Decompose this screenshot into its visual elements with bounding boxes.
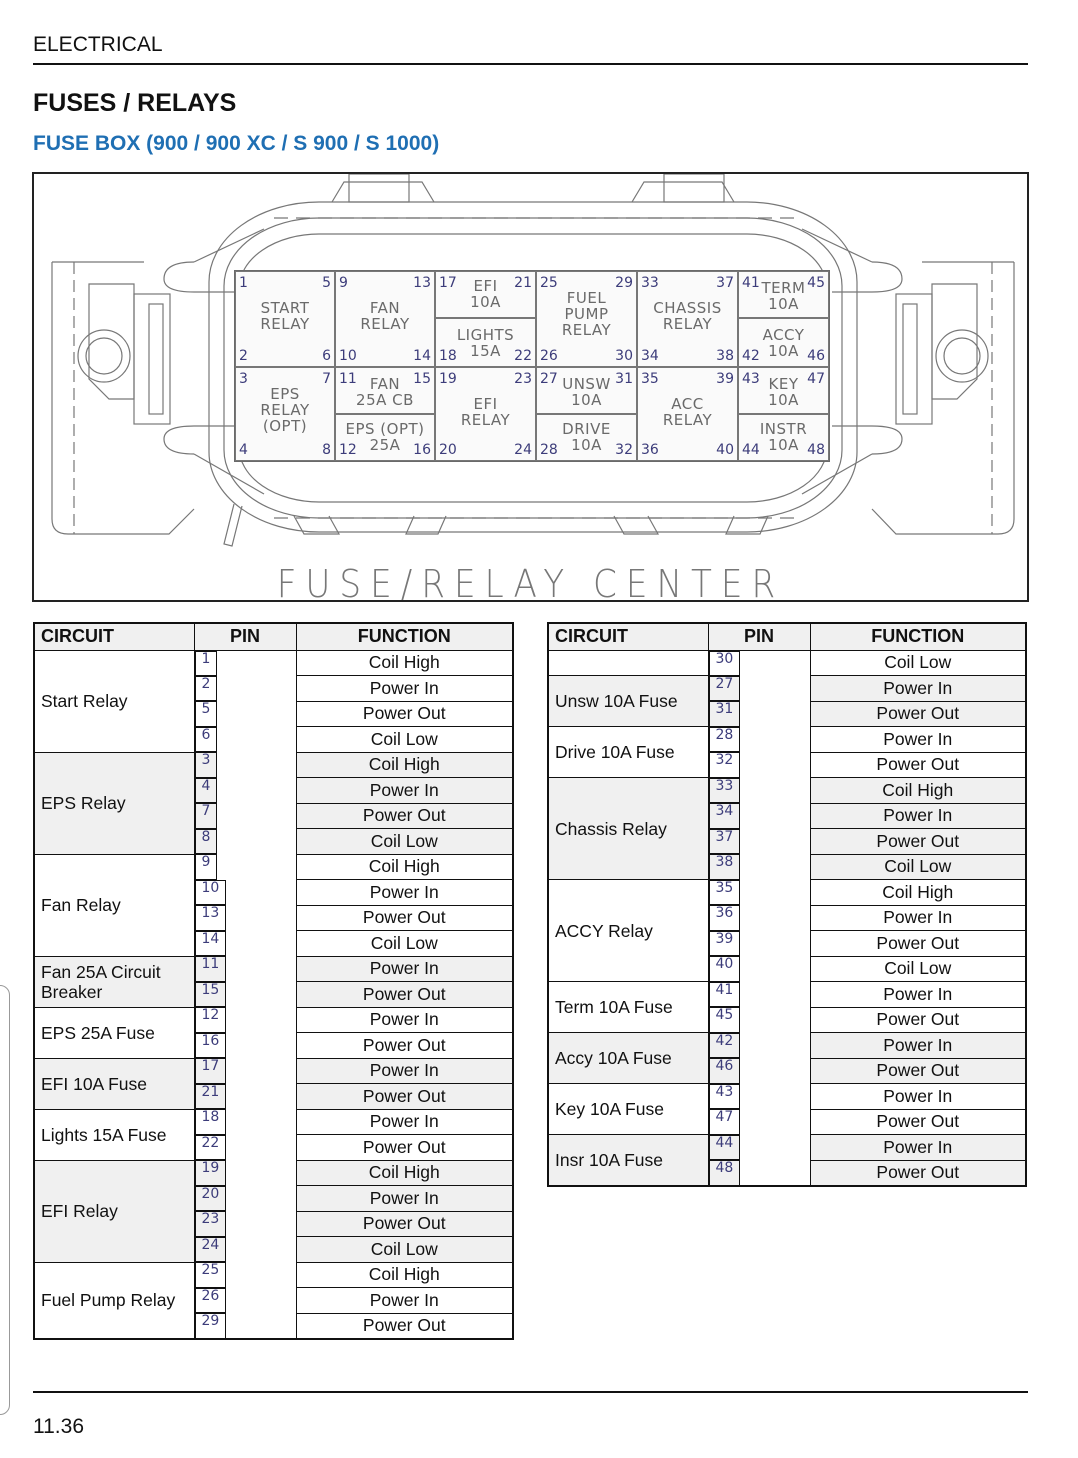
cell-label: 10A xyxy=(768,342,799,360)
function-cell: Power Out xyxy=(296,803,513,829)
pin-cell: 24 xyxy=(195,1237,227,1263)
function-cell: Coil Low xyxy=(296,829,513,855)
function-cell: Power In xyxy=(810,1033,1026,1059)
cell-label: LIGHTS xyxy=(456,326,515,344)
circuit-cell: Drive 10A Fuse xyxy=(548,727,708,778)
cell-start-relay xyxy=(235,271,335,367)
pin-cell: 22 xyxy=(195,1135,227,1161)
pin-number: 8 xyxy=(322,442,331,458)
pin-number: 40 xyxy=(716,442,734,458)
pin-number: 34 xyxy=(641,348,659,364)
pin-cell: 6 xyxy=(195,727,218,753)
cell-label: PUMP xyxy=(564,305,609,323)
pin-number: 17 xyxy=(439,275,457,291)
function-cell: Power In xyxy=(296,778,513,804)
circuit-cell: Lights 15A Fuse xyxy=(34,1109,194,1160)
function-cell: Coil Low xyxy=(296,931,513,957)
pin-number: 44 xyxy=(742,442,760,458)
cell-label: DRIVE xyxy=(562,420,611,438)
pin-number: 43 xyxy=(742,371,760,387)
table-row xyxy=(548,880,1026,906)
cell-label: (OPT) xyxy=(262,417,308,435)
page-number: 11.36 xyxy=(33,1415,84,1438)
pin-number: 39 xyxy=(716,371,734,387)
pin-number: 5 xyxy=(322,275,331,291)
cell-fan-relay xyxy=(335,271,435,367)
pin-number: 28 xyxy=(540,442,558,458)
cell-fuel-pump-relay xyxy=(536,271,637,367)
function-cell: Coil Low xyxy=(810,956,1026,982)
column-header-circuit: CIRCUIT xyxy=(548,623,708,650)
pin-cell: 36 xyxy=(709,905,741,931)
pin-cell: 41 xyxy=(709,982,741,1008)
pin-number: 35 xyxy=(641,371,659,387)
table-row xyxy=(34,752,513,778)
function-cell: Power In xyxy=(810,1135,1026,1161)
function-cell: Power In xyxy=(810,803,1026,829)
function-cell: Coil High xyxy=(296,1262,513,1288)
function-cell: Power In xyxy=(296,1288,513,1314)
pin-cell: 14 xyxy=(195,931,227,957)
cell-unsw-fuse xyxy=(536,367,637,414)
column-header-function: FUNCTION xyxy=(810,623,1026,650)
pin-cell: 10 xyxy=(195,880,227,906)
pin-number: 13 xyxy=(413,275,431,291)
pin-number: 48 xyxy=(807,442,825,458)
cell-label: FUEL xyxy=(566,289,607,307)
cell-label: UNSW xyxy=(562,375,611,393)
pin-cell: 12 xyxy=(195,1007,227,1033)
pin-cell: 17 xyxy=(195,1058,227,1084)
circuit-cell: EPS Relay xyxy=(34,752,194,854)
cell-eps-relay xyxy=(235,367,335,461)
function-cell: Power In xyxy=(810,676,1026,702)
cell-label: TERM xyxy=(761,279,806,297)
pin-number: 46 xyxy=(807,348,825,364)
fuse-relay-grid xyxy=(234,270,830,462)
pin-cell: 44 xyxy=(709,1135,741,1161)
cell-label: 10A xyxy=(470,293,501,311)
pin-cell: 8 xyxy=(195,829,218,855)
function-cell: Power In xyxy=(296,880,513,906)
pin-cell: 29 xyxy=(195,1313,227,1339)
pin-number: 42 xyxy=(742,348,760,364)
function-cell: Coil Low xyxy=(810,650,1026,676)
pin-number: 31 xyxy=(615,371,633,387)
pin-cell: 32 xyxy=(709,752,741,778)
function-cell: Power Out xyxy=(296,1135,513,1161)
table-row xyxy=(34,1109,513,1135)
pin-number: 21 xyxy=(514,275,532,291)
function-cell: Power In xyxy=(296,1186,513,1212)
cell-lights-fuse xyxy=(435,318,536,367)
function-cell: Power Out xyxy=(296,1033,513,1059)
table-row xyxy=(34,1007,513,1033)
function-cell: Coil High xyxy=(296,854,513,880)
circuit-cell: Fan Relay xyxy=(34,854,194,956)
page-edge-tab xyxy=(0,985,10,1415)
cell-fan-circuit-breaker xyxy=(335,367,435,414)
cell-key-fuse xyxy=(738,367,829,414)
pin-number: 24 xyxy=(514,442,532,458)
column-header-pin: PIN xyxy=(708,623,810,650)
function-cell: Power In xyxy=(296,1007,513,1033)
pin-number: 30 xyxy=(615,348,633,364)
cell-label: EFI xyxy=(473,395,498,413)
circuit-cell xyxy=(548,650,708,676)
cell-efi-relay xyxy=(435,367,536,461)
table-row xyxy=(548,1135,1026,1161)
function-cell: Power In xyxy=(810,1084,1026,1110)
circuit-cell: EFI 10A Fuse xyxy=(34,1058,194,1109)
cell-accy-fuse xyxy=(738,318,829,367)
cell-label: RELAY xyxy=(662,315,713,333)
pin-number: 27 xyxy=(540,371,558,387)
pin-number: 23 xyxy=(514,371,532,387)
cell-efi-fuse xyxy=(435,271,536,318)
cell-chassis-relay xyxy=(637,271,738,367)
table-header-row xyxy=(34,623,513,650)
function-cell: Power In xyxy=(810,727,1026,753)
cell-label: RELAY xyxy=(460,411,511,429)
pin-cell: 21 xyxy=(195,1084,227,1110)
circuit-cell: Chassis Relay xyxy=(548,778,708,880)
figure-caption: FUSE/RELAY CENTER xyxy=(276,562,785,602)
cell-label: 10A xyxy=(768,436,799,454)
pin-number: 3 xyxy=(239,371,248,387)
circuit-cell: Accy 10A Fuse xyxy=(548,1033,708,1084)
function-cell: Power Out xyxy=(810,1007,1026,1033)
pin-number: 9 xyxy=(339,275,348,291)
table-row xyxy=(34,650,513,676)
function-cell: Power Out xyxy=(810,1160,1026,1186)
pin-cell: 7 xyxy=(195,803,218,829)
pin-number: 16 xyxy=(413,442,431,458)
cell-label: CHASSIS xyxy=(653,299,722,317)
pin-number: 45 xyxy=(807,275,825,291)
function-cell: Power Out xyxy=(810,1058,1026,1084)
table-row xyxy=(548,727,1026,753)
pin-cell: 38 xyxy=(709,854,741,880)
pin-cell: 28 xyxy=(709,727,741,753)
pin-cell: 47 xyxy=(709,1109,741,1135)
pin-number: 6 xyxy=(322,348,331,364)
pin-cell: 9 xyxy=(195,854,218,880)
cell-label: EPS (OPT) xyxy=(345,420,425,438)
pin-cell: 25 xyxy=(195,1262,227,1288)
pin-cell: 37 xyxy=(709,829,741,855)
function-cell: Power Out xyxy=(296,1313,513,1339)
pin-number: 29 xyxy=(615,275,633,291)
pin-cell: 39 xyxy=(709,931,741,957)
pin-number: 36 xyxy=(641,442,659,458)
header-divider xyxy=(33,63,1028,65)
circuit-cell: Start Relay xyxy=(34,650,194,752)
table-row xyxy=(34,1160,513,1186)
cell-label: RELAY xyxy=(260,315,310,333)
cell-label: 10A xyxy=(768,391,799,409)
cell-label: 15A xyxy=(470,342,501,360)
fuse-relay-diagram xyxy=(32,172,1029,602)
cell-label: RELAY xyxy=(260,401,310,419)
cell-label: FAN xyxy=(369,299,401,317)
pin-cell: 35 xyxy=(709,880,741,906)
pin-number: 11 xyxy=(339,371,357,387)
cell-label: RELAY xyxy=(561,321,612,339)
pin-number: 12 xyxy=(339,442,357,458)
function-cell: Coil Low xyxy=(296,727,513,753)
pin-number: 18 xyxy=(439,348,457,364)
table-row xyxy=(34,854,513,880)
table-row xyxy=(34,1058,513,1084)
function-cell: Power Out xyxy=(810,752,1026,778)
pin-number: 32 xyxy=(615,442,633,458)
circuit-cell: Insr 10A Fuse xyxy=(548,1135,708,1186)
pin-cell: 46 xyxy=(709,1058,741,1084)
cell-label: INSTR xyxy=(759,420,808,438)
pin-number: 14 xyxy=(413,348,431,364)
cell-label: 10A xyxy=(571,436,602,454)
circuit-cell: Key 10A Fuse xyxy=(548,1084,708,1135)
table-row xyxy=(548,1033,1026,1059)
cell-label: RELAY xyxy=(360,315,410,333)
footer-divider xyxy=(33,1391,1028,1393)
function-cell: Coil High xyxy=(296,752,513,778)
table-row xyxy=(34,1262,513,1288)
pin-cell: 20 xyxy=(195,1186,227,1212)
pin-number: 4 xyxy=(239,442,248,458)
function-cell: Power Out xyxy=(296,701,513,727)
circuit-cell: ACCY Relay xyxy=(548,880,708,982)
function-cell: Coil High xyxy=(810,778,1026,804)
pin-number: 33 xyxy=(641,275,659,291)
function-cell: Coil High xyxy=(810,880,1026,906)
pin-number: 22 xyxy=(514,348,532,364)
pin-number: 15 xyxy=(413,371,431,387)
pin-cell: 2 xyxy=(195,676,218,702)
pin-cell: 26 xyxy=(195,1288,227,1314)
circuit-cell: EFI Relay xyxy=(34,1160,194,1262)
function-cell: Power Out xyxy=(810,701,1026,727)
cell-label: FAN xyxy=(369,375,401,393)
table-row xyxy=(548,778,1026,804)
table-row xyxy=(548,1084,1026,1110)
pin-number: 1 xyxy=(239,275,248,291)
pin-cell: 1 xyxy=(195,651,218,677)
circuit-cell: EPS 25A Fuse xyxy=(34,1007,194,1058)
pin-cell: 19 xyxy=(195,1160,227,1186)
pin-number: 2 xyxy=(239,348,248,364)
circuit-cell: Unsw 10A Fuse xyxy=(548,676,708,727)
table-header-row xyxy=(548,623,1026,650)
function-cell: Power Out xyxy=(296,905,513,931)
pin-number: 41 xyxy=(742,275,760,291)
pin-cell: 33 xyxy=(709,778,741,804)
cell-label: EPS xyxy=(270,385,300,403)
pin-cell: 48 xyxy=(709,1160,741,1186)
column-header-circuit: CIRCUIT xyxy=(34,623,194,650)
function-cell: Power In xyxy=(810,905,1026,931)
pin-cell: 30 xyxy=(709,651,741,677)
function-cell: Power Out xyxy=(296,1084,513,1110)
pin-cell: 31 xyxy=(709,701,741,727)
cell-label: 25A CB xyxy=(356,391,414,409)
function-cell: Power In xyxy=(296,1109,513,1135)
function-cell: Power In xyxy=(296,1058,513,1084)
function-cell: Power Out xyxy=(810,931,1026,957)
section-label: ELECTRICAL xyxy=(33,33,163,56)
pin-number: 7 xyxy=(322,371,331,387)
function-cell: Power Out xyxy=(296,1211,513,1237)
pin-cell: 15 xyxy=(195,982,227,1008)
function-cell: Power Out xyxy=(296,982,513,1008)
cell-label: ACC xyxy=(671,395,704,413)
pin-cell: 45 xyxy=(709,1007,741,1033)
circuit-cell: Fan 25A Circuit Breaker xyxy=(34,956,194,1007)
table-row xyxy=(548,650,1026,676)
pin-cell: 5 xyxy=(195,701,218,727)
cell-eps-fuse xyxy=(335,414,435,461)
circuit-cell: Term 10A Fuse xyxy=(548,982,708,1033)
pin-number: 25 xyxy=(540,275,558,291)
cell-label: ACCY xyxy=(762,326,805,344)
pin-number: 47 xyxy=(807,371,825,387)
column-header-function: FUNCTION xyxy=(296,623,513,650)
cell-label: 10A xyxy=(571,391,602,409)
cell-acc-relay xyxy=(637,367,738,461)
pin-cell: 13 xyxy=(195,905,227,931)
function-cell: Power In xyxy=(810,982,1026,1008)
pin-cell: 27 xyxy=(709,676,741,702)
function-cell: Coil Low xyxy=(296,1237,513,1263)
pin-table-right xyxy=(547,622,1027,1187)
pin-cell: 43 xyxy=(709,1084,741,1110)
pin-cell: 23 xyxy=(195,1211,227,1237)
cell-drive-fuse xyxy=(536,414,637,461)
cell-instr-fuse xyxy=(738,414,829,461)
function-cell: Power Out xyxy=(810,1109,1026,1135)
pin-cell: 42 xyxy=(709,1033,741,1059)
function-cell: Power Out xyxy=(810,829,1026,855)
cell-term-fuse xyxy=(738,271,829,318)
pin-cell: 11 xyxy=(195,956,227,982)
cell-label: KEY xyxy=(768,375,799,393)
pin-number: 37 xyxy=(716,275,734,291)
table-row xyxy=(548,676,1026,702)
pin-number: 26 xyxy=(540,348,558,364)
page-title: FUSES / RELAYS xyxy=(33,89,237,117)
pin-table-left xyxy=(33,622,514,1340)
function-cell: Coil Low xyxy=(810,854,1026,880)
function-cell: Power In xyxy=(296,956,513,982)
pin-cell: 3 xyxy=(195,752,218,778)
cell-label: 10A xyxy=(768,295,799,313)
cell-label: 25A xyxy=(369,436,401,454)
pin-cell: 18 xyxy=(195,1109,227,1135)
cell-label: START xyxy=(260,299,310,317)
pin-number: 19 xyxy=(439,371,457,387)
pin-cell: 4 xyxy=(195,778,218,804)
table-row xyxy=(548,982,1026,1008)
cell-label: EFI xyxy=(473,277,498,295)
pin-number: 38 xyxy=(716,348,734,364)
function-cell: Coil High xyxy=(296,650,513,676)
function-cell: Power In xyxy=(296,676,513,702)
fuse-box-subtitle: FUSE BOX (900 / 900 XC / S 900 / S 1000) xyxy=(33,132,440,155)
table-row xyxy=(34,956,513,982)
column-header-pin: PIN xyxy=(194,623,296,650)
cell-label: RELAY xyxy=(662,411,713,429)
function-cell: Coil High xyxy=(296,1160,513,1186)
pin-cell: 34 xyxy=(709,803,741,829)
pin-cell: 40 xyxy=(709,956,741,982)
pin-number: 20 xyxy=(439,442,457,458)
pin-cell: 16 xyxy=(195,1033,227,1059)
pin-number: 10 xyxy=(339,348,357,364)
circuit-cell: Fuel Pump Relay xyxy=(34,1262,194,1339)
